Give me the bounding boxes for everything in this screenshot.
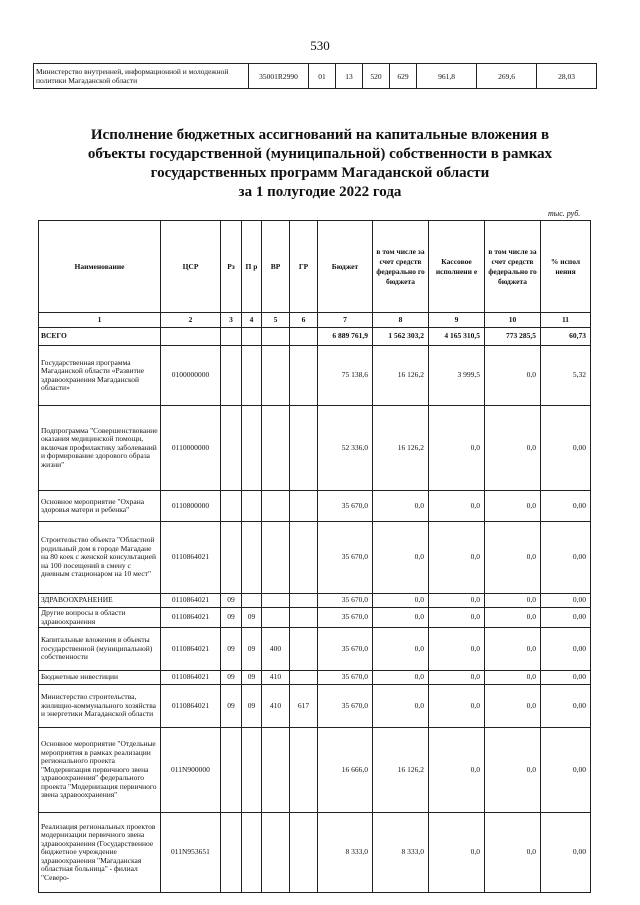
table-row xyxy=(39,406,591,491)
cell-pct: 0,00 xyxy=(541,728,591,813)
col-number: 9 xyxy=(429,313,485,328)
cell-gr xyxy=(290,628,318,671)
cell-pr xyxy=(242,406,262,491)
cell-cash-fed: 0,0 xyxy=(485,608,541,628)
cell-fed: 8 333,0 xyxy=(373,813,429,893)
cell-pr xyxy=(242,728,262,813)
cell-vr xyxy=(262,346,290,406)
continuation-row-table xyxy=(33,63,597,89)
cell-pct: 0,00 xyxy=(541,594,591,608)
title-line-1: Исполнение бюджетных ассигнований на капитальные вложения в xyxy=(90,127,550,143)
cell-cash: 0,0 xyxy=(429,671,485,685)
cell-name: Строительство объекта "Областной родильный дом в городе Магадане на 80 коек с женской консультацией на 100 посещений в смену с дневным стационаром на 10 мест" xyxy=(39,522,161,594)
header-pr: П р xyxy=(242,221,262,313)
cell-cash: 0,0 xyxy=(429,813,485,893)
cell-pr: 09 xyxy=(242,608,262,628)
cell-pr: 09 xyxy=(242,628,262,671)
cell-cash: 0,0 xyxy=(429,608,485,628)
cell-rz: 09 xyxy=(221,685,242,728)
cell-cash-fed: 0,0 xyxy=(485,346,541,406)
cell-cash: 0,0 xyxy=(429,491,485,522)
row-value-1: 961,8 xyxy=(417,64,477,89)
cell-csr: 011N953651 xyxy=(161,813,221,893)
cell-csr: 0110800000 xyxy=(161,491,221,522)
cell-rz: 09 xyxy=(221,628,242,671)
cell-budget: 35 670,0 xyxy=(318,608,373,628)
cell-budget: 35 670,0 xyxy=(318,628,373,671)
header-csr: ЦСР xyxy=(161,221,221,313)
total-federal: 1 562 303,2 xyxy=(373,328,429,346)
col-number: 6 xyxy=(290,313,318,328)
cell-cash-fed: 0,0 xyxy=(485,813,541,893)
cell-fed: 0,0 xyxy=(373,671,429,685)
cell-csr: 0110864021 xyxy=(161,628,221,671)
cell-vr xyxy=(262,406,290,491)
cell-name: Подпрограмма "Совершенствование оказания медицинской помощи, включая профилактику заболеваний и формирование здорового образа жизни" xyxy=(39,406,161,491)
cell-pr xyxy=(242,491,262,522)
column-number-row xyxy=(39,313,591,328)
cell-name: Реализация региональных проектов модернизации первичного звена здравоохранения (Государственное бюджетное учреждение здравоохранения "Магаданская областная больница" - филиал "Северо- xyxy=(39,813,161,893)
title-line-2: объекты государственной (муниципальной) собственности в рамках xyxy=(87,146,553,162)
cell-name: Государственная программа Магаданской области «Развитие здравоохранения Магаданской области» xyxy=(39,346,161,406)
col-number: 4 xyxy=(242,313,262,328)
header-gr: ГР xyxy=(290,221,318,313)
header-cash: Кассовое исполнени е xyxy=(429,221,485,313)
col-number: 7 xyxy=(318,313,373,328)
col-number: 3 xyxy=(221,313,242,328)
row-vr: 520 xyxy=(363,64,390,89)
cell-gr xyxy=(290,813,318,893)
cell-cash: 0,0 xyxy=(429,685,485,728)
cell-csr: 0100000000 xyxy=(161,346,221,406)
total-name: ВСЕГО xyxy=(39,328,161,346)
cell-rz xyxy=(221,346,242,406)
cell-cash-fed: 0,0 xyxy=(485,671,541,685)
cell-rz xyxy=(221,813,242,893)
table-row xyxy=(39,628,591,671)
cell-fed: 0,0 xyxy=(373,522,429,594)
cell-gr xyxy=(290,671,318,685)
row-pr: 13 xyxy=(336,64,363,89)
cell-name: Бюджетные инвестиции xyxy=(39,671,161,685)
cell-vr: 410 xyxy=(262,671,290,685)
cell-cash-fed: 0,0 xyxy=(485,685,541,728)
cell-csr: 0110864021 xyxy=(161,594,221,608)
page-number: 530 xyxy=(310,38,330,53)
cell-csr: 0110864021 xyxy=(161,608,221,628)
cell-cash-fed: 0,0 xyxy=(485,491,541,522)
cell-name: Капитальные вложения в объекты государственной (муниципальной) собственности xyxy=(39,628,161,671)
cell-fed: 16 126,2 xyxy=(373,406,429,491)
cell-pct: 0,00 xyxy=(541,406,591,491)
cell-pct: 0,00 xyxy=(541,608,591,628)
total-row xyxy=(39,328,591,346)
cell-budget: 35 670,0 xyxy=(318,491,373,522)
cell-csr: 0110000000 xyxy=(161,406,221,491)
cell-vr: 400 xyxy=(262,628,290,671)
header-budget: Бюджет xyxy=(318,221,373,313)
table-row xyxy=(39,522,591,594)
cell-pr xyxy=(242,813,262,893)
cell-csr: 0110864021 xyxy=(161,685,221,728)
cell-pct: 5,32 xyxy=(541,346,591,406)
cell-vr xyxy=(262,608,290,628)
col-number: 11 xyxy=(541,313,591,328)
header-federal: в том числе за счет средств федерально го бюджета xyxy=(373,221,429,313)
cell-rz: 09 xyxy=(221,608,242,628)
cell-gr xyxy=(290,608,318,628)
header-cash-federal: в том числе за счет средств федерально го бюджета xyxy=(485,221,541,313)
total-percent: 60,73 xyxy=(541,328,591,346)
cell-cash: 0,0 xyxy=(429,406,485,491)
cell-pr xyxy=(242,346,262,406)
cell-pct: 0,00 xyxy=(541,671,591,685)
cell-cash: 0,0 xyxy=(429,594,485,608)
cell-budget: 16 666,0 xyxy=(318,728,373,813)
title-line-4: за 1 полугодие 2022 года xyxy=(238,184,402,200)
cell-gr xyxy=(290,594,318,608)
table-row xyxy=(39,594,591,608)
col-number: 8 xyxy=(373,313,429,328)
cell-csr: 011N900000 xyxy=(161,728,221,813)
cell-gr xyxy=(290,346,318,406)
table-row xyxy=(34,64,597,89)
cell-cash: 0,0 xyxy=(429,522,485,594)
cell-pct: 0,00 xyxy=(541,685,591,728)
cell-fed: 0,0 xyxy=(373,685,429,728)
cell-rz: 09 xyxy=(221,671,242,685)
cell-cash: 0,0 xyxy=(429,628,485,671)
cell-budget: 8 333,0 xyxy=(318,813,373,893)
cell-gr xyxy=(290,491,318,522)
cell-fed: 0,0 xyxy=(373,608,429,628)
cell-cash-fed: 0,0 xyxy=(485,406,541,491)
cell-pct: 0,00 xyxy=(541,522,591,594)
cell-vr xyxy=(262,728,290,813)
table-row xyxy=(39,685,591,728)
col-number: 2 xyxy=(161,313,221,328)
row-csr: 35001R2990 xyxy=(249,64,309,89)
total-budget: 6 889 761,9 xyxy=(318,328,373,346)
cell-pr: 09 xyxy=(242,685,262,728)
row-rz: 01 xyxy=(309,64,336,89)
header-name: Наименование xyxy=(39,221,161,313)
cell-cash: 0,0 xyxy=(429,728,485,813)
header-percent: % испол нения xyxy=(541,221,591,313)
header-vr: ВР xyxy=(262,221,290,313)
cell-name: ЗДРАВООХРАНЕНИЕ xyxy=(39,594,161,608)
row-value-3: 28,03 xyxy=(537,64,597,89)
cell-rz xyxy=(221,406,242,491)
cell-pct: 0,00 xyxy=(541,628,591,671)
cell-name: Другие вопросы в области здравоохранения xyxy=(39,608,161,628)
cell-rz xyxy=(221,728,242,813)
table-row xyxy=(39,671,591,685)
cell-vr: 410 xyxy=(262,685,290,728)
total-cash: 4 165 310,5 xyxy=(429,328,485,346)
header-row xyxy=(39,221,591,313)
cell-rz xyxy=(221,522,242,594)
cell-vr xyxy=(262,522,290,594)
cell-fed: 0,0 xyxy=(373,594,429,608)
cell-budget: 35 670,0 xyxy=(318,594,373,608)
cell-vr xyxy=(262,491,290,522)
document-title xyxy=(0,126,640,202)
row-value-2: 269,6 xyxy=(477,64,537,89)
cell-cash-fed: 0,0 xyxy=(485,594,541,608)
cell-pr: 09 xyxy=(242,671,262,685)
cell-cash-fed: 0,0 xyxy=(485,728,541,813)
row-gr: 629 xyxy=(390,64,417,89)
cell-budget: 75 138,6 xyxy=(318,346,373,406)
cell-name: Основное мероприятие "Охрана здоровья матери и ребенка" xyxy=(39,491,161,522)
cell-gr: 617 xyxy=(290,685,318,728)
cell-vr xyxy=(262,594,290,608)
col-number: 1 xyxy=(39,313,161,328)
table-row xyxy=(39,728,591,813)
cell-gr xyxy=(290,406,318,491)
cell-pr xyxy=(242,594,262,608)
cell-pct: 0,00 xyxy=(541,813,591,893)
cell-fed: 0,0 xyxy=(373,628,429,671)
cell-fed: 0,0 xyxy=(373,491,429,522)
col-number: 5 xyxy=(262,313,290,328)
table-row xyxy=(39,608,591,628)
cell-csr: 0110864021 xyxy=(161,522,221,594)
cell-fed: 16 126,2 xyxy=(373,346,429,406)
units-label: тыс. руб. xyxy=(548,209,581,218)
title-line-3: государственных программ Магаданской области xyxy=(150,165,490,181)
cell-fed: 16 126,2 xyxy=(373,728,429,813)
cell-name: Основное мероприятие "Отдельные мероприятия в рамках реализации регионального проекта "Модернизация первичного звена здравоохранения" федерального проекта "Модернизация первичного звена здравоохранения" xyxy=(39,728,161,813)
row-name: Министерство внутренней, информационной и молодежной политики Магаданской области xyxy=(34,64,249,89)
total-cash-federal: 773 285,5 xyxy=(485,328,541,346)
cell-name: Министерство строительства, жилищно-коммунального хозяйства и энергетики Магаданской области xyxy=(39,685,161,728)
table-row xyxy=(39,491,591,522)
table-row xyxy=(39,346,591,406)
cell-gr xyxy=(290,728,318,813)
cell-cash-fed: 0,0 xyxy=(485,522,541,594)
header-rz: Рз xyxy=(221,221,242,313)
cell-pct: 0,00 xyxy=(541,491,591,522)
cell-cash: 3 999,5 xyxy=(429,346,485,406)
cell-csr: 0110864021 xyxy=(161,671,221,685)
cell-budget: 35 670,0 xyxy=(318,685,373,728)
cell-vr xyxy=(262,813,290,893)
cell-budget: 35 670,0 xyxy=(318,671,373,685)
cell-rz: 09 xyxy=(221,594,242,608)
capital-investments-table xyxy=(38,220,591,893)
cell-cash-fed: 0,0 xyxy=(485,628,541,671)
cell-budget: 52 336,0 xyxy=(318,406,373,491)
cell-budget: 35 670,0 xyxy=(318,522,373,594)
table-row xyxy=(39,813,591,893)
cell-rz xyxy=(221,491,242,522)
cell-pr xyxy=(242,522,262,594)
col-number: 10 xyxy=(485,313,541,328)
cell-gr xyxy=(290,522,318,594)
